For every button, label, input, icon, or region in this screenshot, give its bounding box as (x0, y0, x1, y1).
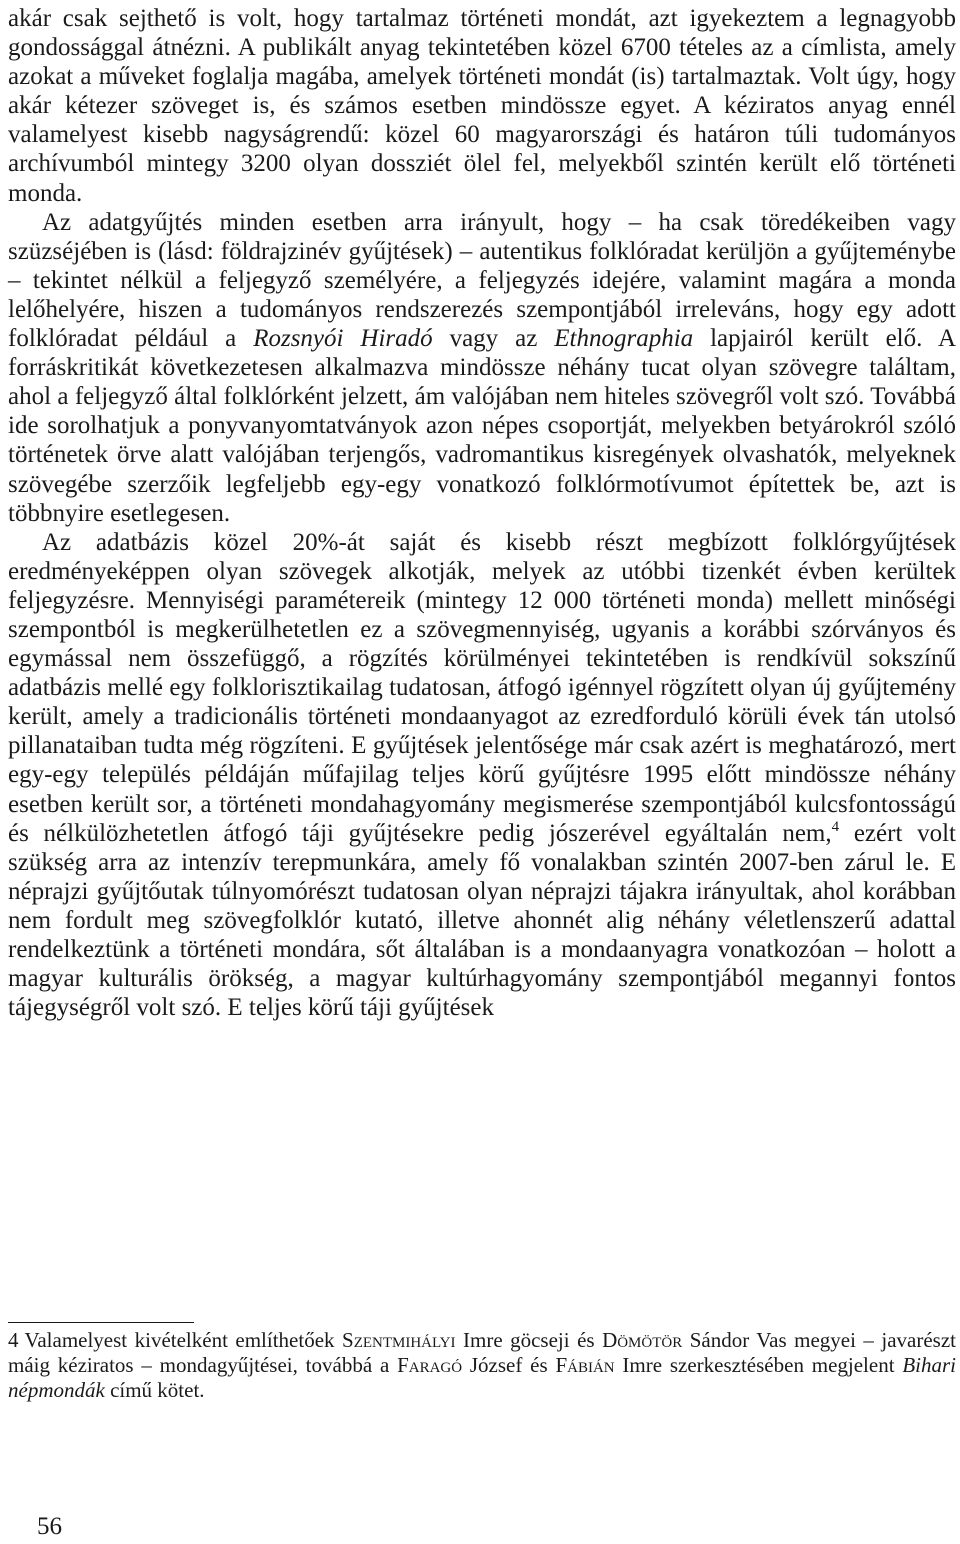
paragraph-continuation (8, 4, 956, 208)
paragraph-text: vagy az (432, 325, 555, 353)
author-name: Faragó (397, 1353, 463, 1377)
author-name: Dömötör (602, 1328, 683, 1352)
footnote-number: 4 (8, 1328, 19, 1352)
footnote-text: József és (462, 1353, 556, 1377)
footnote-text: Valamelyest kivételként említhetőek (24, 1328, 343, 1352)
journal-title-rozsnyoi-hirado: Rozsnyói Hiradó (253, 325, 433, 353)
page-number: 56 (37, 1513, 62, 1540)
book-title: Bihari népmondák (8, 1353, 956, 1402)
paragraph-text: akár csak sejthető is volt, hogy tartalmaz történeti mondát, azt igyekeztem a legnagyobb gondossággal átnézni. A publikált anyag tekintetében közel 6700 tételes az a címlista, amely azokat a műveket foglalja magába, amelyek történeti mondát (is) tartalmaztak. Volt úgy, hogy akár kétezer szöveget is, és számos esetben mindössze egyet. A kéziratos anyag ennél valamelyest kisebb nagyságrendű: közel 60 magyarországi és határon túli tudományos archívumból mintegy 3200 olyan dossziét ölel fel, melyekből szintén került elő történeti monda. (8, 5, 956, 207)
paragraph-database (8, 528, 956, 1023)
body-text (8, 4, 956, 1022)
footnote-text: Imre göcseji és (455, 1328, 603, 1352)
footnote-text: Sándor Vas megyei – javarészt máig kéziratos – mondagyűjtései, továbbá a (8, 1328, 957, 1377)
paragraph-text: lapjairól került elő. A forráskritikát következetesen alkalmazva mindössze néhány tucat olyan szövegre találtam, ahol a feljegyző által folklórként jelzett, ám valójában nem hiteles szövegről volt szó. Továbbá ide sorolhatjuk a ponyvanyomtatványok azon népes csoportját, melyekben betyárokról szóló történetek örve alatt valójában terjengős, vadromantikus kisregények olvashatók, melyeknek szövegébe szerzőik legfeljebb egy-egy vonatkozó folklórmotívumot építettek be, azt is többnyire esetlegesen. (8, 325, 956, 527)
footnote-separator (8, 1322, 194, 1323)
author-name: Fábián (555, 1353, 615, 1377)
paragraph-text: Az adatgyűjtés minden esetben arra irányult, hogy – ha csak töredékeiben vagy szüzséjében is (lásd: földrajzinév gyűjtések) – autentikus folklóradat kerüljön a gyűjteménybe – tekintet nélkül a feljegyző személyére, a feljegyzés idejére, valamint magára a monda lelőhelyére, hiszen a tudományos rendszerezés szempontjából irreleváns, hogy egy adott folklóradat például a (8, 208, 956, 353)
footnote-text: című kötet. (104, 1378, 205, 1402)
journal-title-ethnographia: Ethnographia (554, 325, 694, 353)
paragraph-text: ezért volt szükség arra az intenzív terepmunkára, amely fő vonalakban szintén 2007-ben zárul le. E néprajzi gyűjtőutak túlnyomórészt tudatosan olyan néprajzi tájakra irányultak, ahol korábban nem fordult meg szövegfolklór kutató, illetve ahonnét alig néhány véletlenszerű adattal rendelkeztünk a történeti mondára, sőt általában is a mondaanyagra vonatkozóan – holott a magyar kulturális örökség, a magyar kultúrhagyomány szempontjából megannyi fontos tájegységről volt szó. E teljes körű táji gyűjtések (8, 819, 956, 1022)
footnote-text: Imre szerkesztésében megjelent (614, 1353, 903, 1377)
author-name: Szentmihályi (342, 1328, 456, 1352)
footnote (8, 1328, 956, 1403)
paragraph-text: Az adatbázis közel 20%-át saját és kisebb részt megbízott folklórgyűjtések eredményeképpen olyan szövegek alkotják, melyek az utóbbi tizenkét évben kerültek feljegyzésre. Mennyiségi paramétereik (mintegy 12 000 történeti monda) mellett minőségi szempontból is megkerülhetetlen ez a szövegmennyiség, ugyanis a korábbi szórványos és egymással nem összefüggő, a rögzítés körülményei tekintetében is rendkívül sokszínű adatbázis mellé egy folklorisztikailag tudatosan, átfogó igénnyel rögzített olyan új gyűjtemény került, amely a tradicionális történeti mondaanyagot az ezredforduló körüli évek tán utolsó pillanataiban tudta még rögzíteni. E gyűjtések jelentősége már csak azért is meghatározó, mert egy-egy település példáján műfajilag teljes körű gyűjtésre 1995 előtt mindössze néhány esetben került sor, a történeti mondahagyomány megismerése szempontjából kulcsfontosságú és nélkülözhetetlen átfogó táji gyűjtésekre pedig jószerével egyáltalán nem, (8, 528, 956, 847)
paragraph-data-collection (8, 208, 956, 528)
footnote-reference[interactable]: 4 (831, 818, 840, 835)
